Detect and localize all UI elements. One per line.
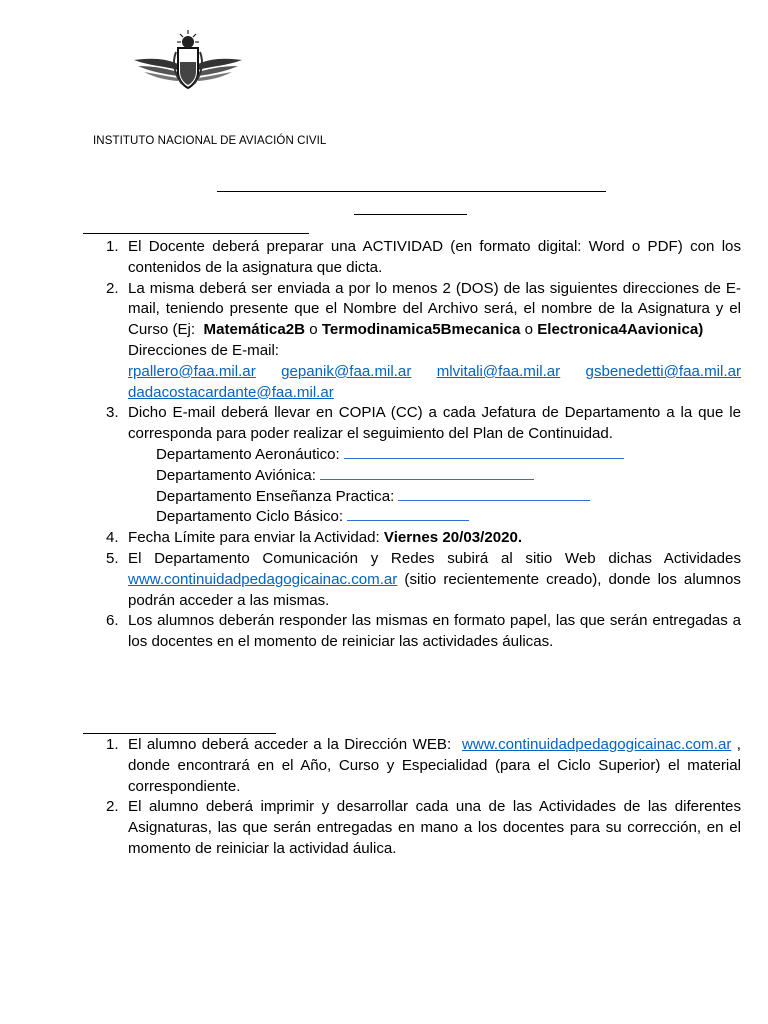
item-number: 5. — [106, 549, 119, 567]
item-text: Fecha Límite para enviar la Actividad: — [128, 529, 380, 547]
item-text: Los alumnos deberán responder las mismas en formato papel, las que serán entregadas a los docentes en el momento de reiniciar las actividades áulicas. — [128, 612, 741, 651]
example-filename: Electronica4Aavionica) — [537, 321, 704, 339]
or-word: o — [309, 321, 318, 339]
example-filename: Termodinamica5Bmecanica — [321, 321, 521, 339]
item-text: El alumno deberá acceder a la Dirección WEB: — [128, 736, 452, 753]
item-text: , donde encontrará en el Año, Curso y Especialidad (para el Ciclo Superior) el material correspondiente. — [128, 736, 741, 795]
item-number: 2. — [106, 279, 119, 297]
department-line — [128, 445, 741, 466]
email-link[interactable]: mlvitali@faa.mil.ar — [436, 362, 561, 380]
title-blank-line — [217, 191, 606, 192]
or-word: o — [524, 321, 533, 339]
subtitle-blank-line — [354, 214, 467, 215]
example-filename: Matemática2B — [203, 321, 306, 339]
student-instructions-list — [100, 735, 741, 860]
department-label: Departamento Enseñanza Practica: — [156, 487, 395, 505]
air-force-wings-emblem-icon — [130, 28, 246, 90]
list-item — [100, 237, 741, 279]
department-email-blank[interactable] — [347, 508, 469, 521]
item-number: 1. — [106, 238, 119, 255]
email-row — [128, 362, 741, 383]
item-text: El alumno deberá imprimir y desarrollar cada una de las Actividades de las diferentes Asignaturas, las que serán entregadas en mano a los docentes para su corrección, en el momento de reiniciar la actividad áulica. — [128, 798, 741, 857]
department-line — [128, 466, 741, 487]
item-number: 6. — [106, 612, 119, 630]
item-number: 2. — [106, 798, 119, 816]
email-link[interactable]: gsbenedetti@faa.mil.ar — [585, 362, 741, 380]
department-label: Departamento Aviónica: — [156, 466, 316, 484]
department-email-blank[interactable] — [398, 488, 590, 501]
section2-heading-line — [83, 733, 276, 734]
emails-label: Direcciones de E-mail: — [128, 341, 279, 359]
list-item — [100, 549, 741, 611]
institute-name: INSTITUTO NACIONAL DE AVIACIÓN CIVIL — [93, 135, 327, 147]
department-email-blank[interactable] — [320, 467, 534, 480]
item-number: 3. — [106, 404, 119, 422]
item-number: 1. — [106, 736, 119, 753]
list-item — [100, 528, 741, 549]
item-text: El Docente deberá preparar una ACTIVIDAD (en formato digital: Word o PDF) con los contenidos de la asignatura que dicta. — [128, 238, 741, 276]
item-number: 4. — [106, 529, 119, 547]
website-link[interactable]: www.continuidadpedagogicainac.com.ar — [128, 570, 398, 588]
email-link[interactable]: rpallero@faa.mil.ar — [128, 362, 256, 380]
list-item — [100, 403, 741, 528]
section1-heading-line — [83, 233, 309, 234]
list-item — [100, 797, 741, 859]
department-line — [128, 487, 741, 508]
teacher-instructions-list — [100, 237, 741, 653]
department-label: Departamento Aeronáutico: — [156, 445, 340, 463]
item-text: El Departamento Comunicación y Redes subirá al sitio Web dichas Actividades — [128, 549, 741, 567]
email-link[interactable]: gepanik@faa.mil.ar — [281, 362, 412, 380]
item-text: (sitio recientemente creado), donde los alumnos podrán acceder a las mismas. — [128, 570, 741, 609]
list-item — [100, 279, 741, 404]
deadline-date: Viernes 20/03/2020. — [383, 529, 523, 547]
department-email-blank[interactable] — [344, 446, 624, 459]
list-item — [100, 611, 741, 653]
website-link[interactable]: www.continuidadpedagogicainac.com.ar — [462, 736, 732, 753]
list-item — [100, 735, 741, 797]
department-label: Departamento Ciclo Básico: — [156, 508, 344, 526]
item-text: La misma deberá ser enviada a por lo menos 2 (DOS) de las siguientes direcciones de E-mail, teniendo presente que el Nombre del Archivo será, el nombre de la Asignatura y el Curso (Ej: — [128, 279, 741, 339]
email-link[interactable]: dadacostacardante@faa.mil.ar — [128, 383, 334, 401]
department-line — [128, 507, 741, 528]
item-text: Dicho E-mail deberá llevar en COPIA (CC) a cada Jefatura de Departamento a la que le corresponda para poder realizar el seguimiento del Plan de Continuidad. — [128, 404, 741, 443]
